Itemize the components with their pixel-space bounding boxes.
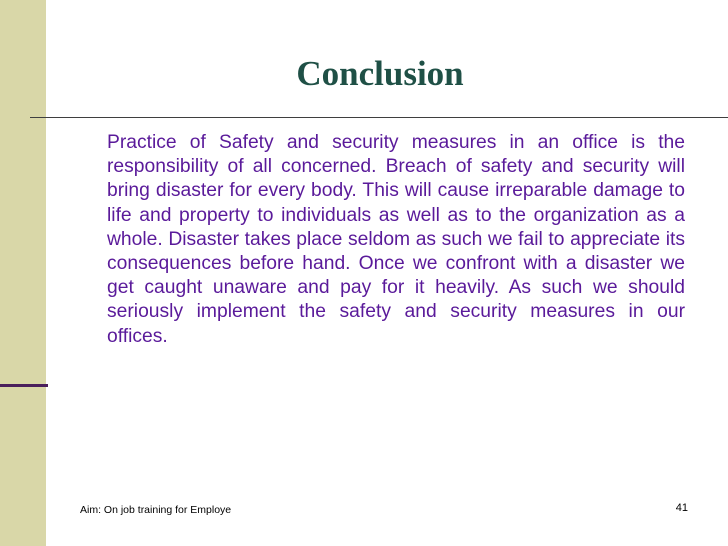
left-decorative-band bbox=[0, 0, 46, 546]
title-underline-rule bbox=[30, 117, 728, 118]
slide-body-text: Practice of Safety and security measures in an office is the responsibility of all concerned. Breach of safety and security will bring disaster for every body. This will cause irreparable damage to life and property to individuals as well as to the organization as a whole. Disaster takes place seldom as such we fail to appreciate its consequences before hand. Once we confront with a disaster we get caught unaware and pay for it heavily. As such we should seriously implement the safety and security measures in our offices. bbox=[107, 132, 685, 347]
left-band-divider bbox=[0, 384, 48, 387]
slide-title: Conclusion bbox=[296, 54, 464, 93]
footer-caption: Aim: On job training for Employe bbox=[80, 504, 232, 516]
page-number: 41 bbox=[675, 502, 688, 514]
